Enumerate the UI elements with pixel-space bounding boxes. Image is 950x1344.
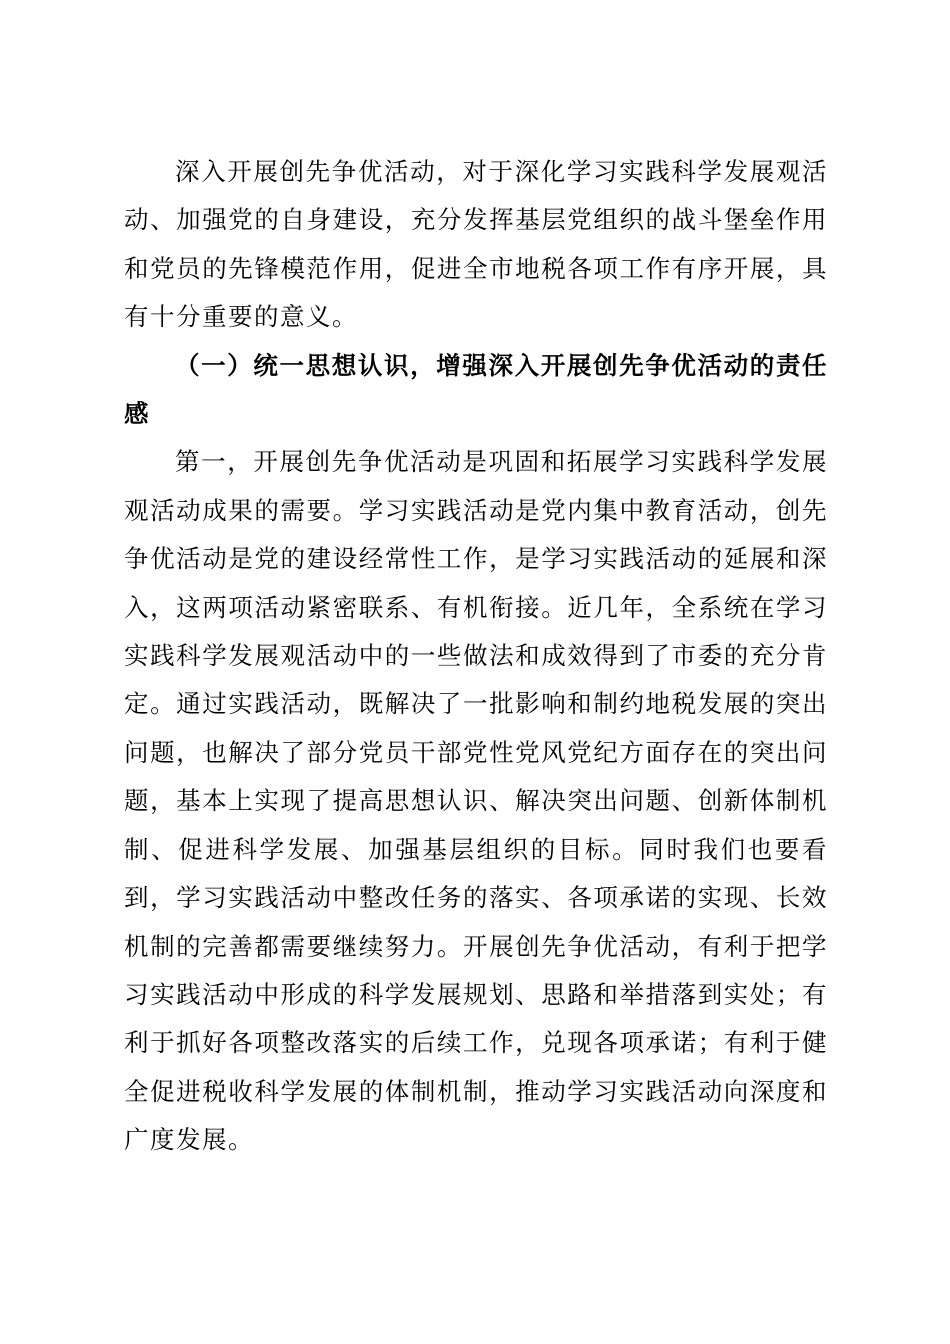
document-body (124, 148, 828, 1165)
intro-paragraph: 深入开展创先争优活动，对于深化学习实践科学发展观活动、加强党的自身建设，充分发挥基层党组织的战斗堡垒作用和党员的先锋模范作用，促进全市地税各项工作有序开展，具有十分重要的意义。 (124, 157, 828, 332)
section-heading: （一）统一思想认识，增强深入开展创先争优活动的责任感 (124, 350, 828, 429)
body-paragraph: 第一，开展创先争优活动是巩固和拓展学习实践科学发展观活动成果的需要。学习实践活动是党内集中教育活动，创先争优活动是党的建设经常性工作，是学习实践活动的延展和深入，这两项活动紧密联系、有机衔接。近几年，全系统在学习实践科学发展观活动中的一些做法和成效得到了市委的充分肯定。通过实践活动，既解决了一批影响和制约地税发展的突出问题，也解决了部分党员干部党性党风党纪方面存在的突出问题，基本上实现了提高思想认识、解决突出问题、创新体制机制、促进科学发展、加强基层组织的目标。同时我们也要看到，学习实践活动中整改任务的落实、各项承诺的实现、长效机制的完善都需要继续努力。开展创先争优活动，有利于把学习实践活动中形成的科学发展规划、思路和举措落到实处；有利于抓好各项整改落实的后续工作，兑现各项承诺；有利于健全促进税收科学发展的体制机制，推动学习实践活动向深度和广度发展。 (124, 447, 828, 1155)
